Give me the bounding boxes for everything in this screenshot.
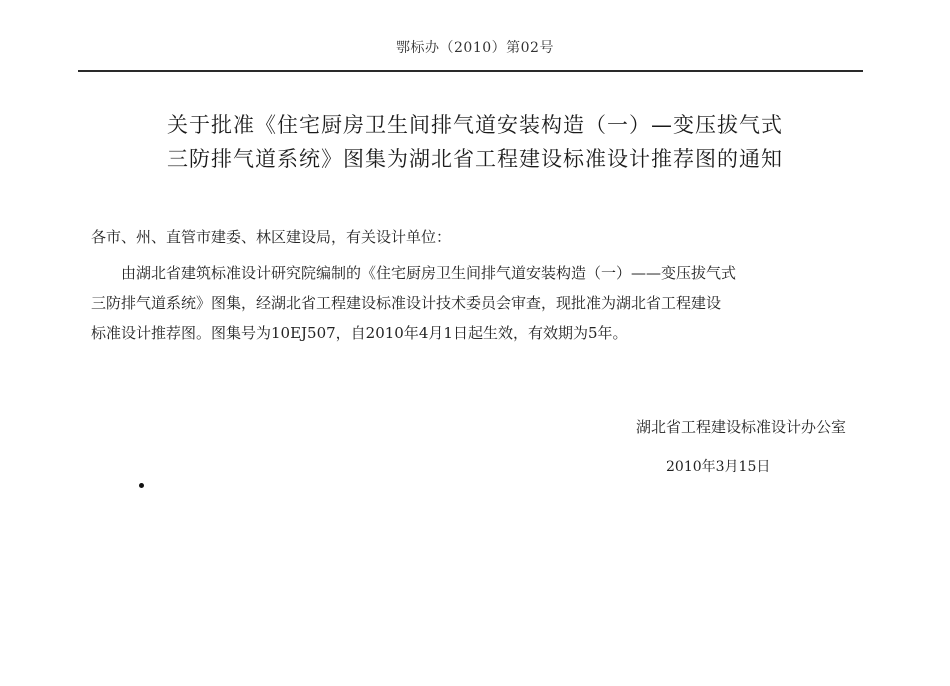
title-line-2: 三防排气道系统》图集为湖北省工程建设标准设计推荐图的通知 [167, 147, 783, 171]
scan-speck [139, 483, 144, 488]
body-line-2: 三防排气道系统》图集，经湖北省工程建设标准设计技术委员会审查，现批准为湖北省工程建设 [91, 294, 722, 312]
issuing-office: 湖北省工程建设标准设计办公室 [635, 418, 846, 436]
notice-title [0, 108, 950, 176]
body-line-3: 标准设计推荐图。图集号为10EJ507，自2010年4月1日起生效，有效期为5年。 [91, 324, 628, 342]
body-line-1: 由湖北省建筑标准设计研究院编制的《住宅厨房卫生间排气道安装构造（一）——变压拔气式 [121, 264, 737, 282]
notice-body [91, 258, 855, 348]
issue-date: 2010年3月15日 [666, 459, 771, 475]
salutation: 各市、州、直管市建委、林区建设局，有关设计单位： [91, 228, 452, 246]
header-divider [78, 70, 863, 72]
title-line-1: 关于批准《住宅厨房卫生间排气道安装构造（一）—变压拔气式 [167, 113, 783, 137]
document-number: 鄂标办（2010）第02号 [396, 40, 554, 56]
